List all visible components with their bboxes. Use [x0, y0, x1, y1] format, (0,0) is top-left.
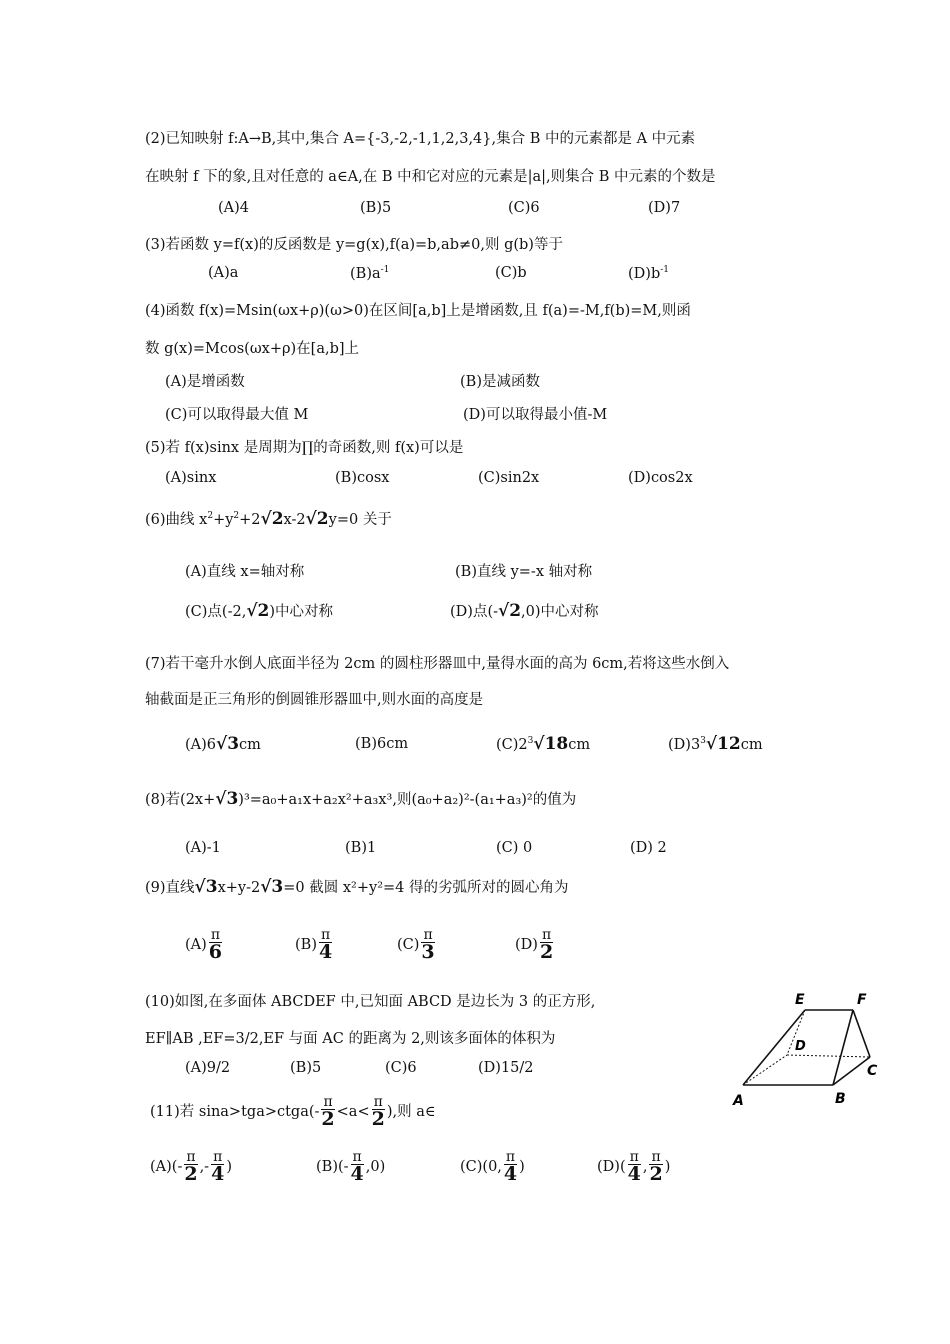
q9-mid: x+y-2: [217, 880, 261, 896]
q11-option-b-den: 4: [350, 1163, 364, 1185]
q10-line2: EF∥AB ,EF=3/2,EF 与面 AC 的距离为 2,则该多面体的体积为: [145, 1031, 556, 1047]
q9-option-c-pi: π: [423, 927, 433, 943]
q9-option-a-pi: π: [210, 927, 221, 943]
q7-option-c-sqrt: √18: [533, 734, 569, 754]
q9-option-d-label: (D): [515, 937, 538, 953]
q11-option-a-end: ): [226, 1159, 232, 1175]
q8-rest: )³=a₀+a₁x+a₂x²+a₃x³,则(a₀+a₂)²-(a₁+a₃)²的值为: [238, 792, 577, 808]
q11-option-d-sep: ,: [642, 1159, 648, 1175]
q8-rad: 3: [226, 789, 239, 809]
q2-line1: (2)已知映射 f:A→B,其中,集合 A={-3,-2,-1,1,2,3,4},集合 B 中的元素都是 A 中元素: [145, 131, 696, 147]
q11-option-a-den-1: 2: [184, 1163, 198, 1185]
q7-option-d-unit: cm: [740, 737, 763, 753]
q7-option-a: [185, 734, 261, 754]
q2-line2: 在映射 f 下的象,且对任意的 a∈A,在 B 中和它对应的元素是|a|,则集合 B 中元素的个数是: [145, 169, 716, 185]
q8-sqrt: √3: [215, 789, 239, 809]
q11-fraction-2-den: 2: [371, 1108, 385, 1130]
fig-label-b: B: [835, 1091, 846, 1107]
q11-option-a-den-2: 4: [211, 1163, 225, 1185]
q9-option-b-pi: π: [321, 927, 331, 943]
edge-fc: [853, 1010, 870, 1057]
q6-option-b: (B)直线 y=-x 轴对称: [455, 564, 593, 580]
q11-option-a-label: (A)(-: [150, 1159, 183, 1175]
q11-option-a-frac-1: [184, 1150, 197, 1184]
q7-option-a-rad: 3: [227, 734, 240, 754]
q11-option-a-pi-1: π: [186, 1149, 196, 1165]
fig-label-a: A: [733, 1093, 744, 1109]
q11-fraction-2: [372, 1095, 385, 1129]
q6-sqrt-2-num: 2: [316, 509, 329, 529]
q7-option-c-unit: cm: [568, 737, 591, 753]
fig-label-c: C: [867, 1063, 878, 1079]
edge-dc-hidden: [787, 1055, 870, 1057]
q11-option-d-frac-2: [649, 1150, 662, 1184]
q7-option-a-sqrt: √3: [216, 734, 240, 754]
q6-sqrt-1-num: 2: [271, 509, 284, 529]
q7-option-d: [668, 734, 763, 754]
q11-option-c: [460, 1150, 525, 1184]
q9-sqrt-1: √3: [194, 877, 218, 897]
polyhedron-figure: [725, 985, 900, 1110]
q6-text: [145, 508, 392, 529]
q7-option-b: (B)6cm: [355, 736, 409, 752]
q3-option-b: [350, 265, 389, 282]
q9-option-d-pi: π: [541, 927, 552, 943]
q5-option-a: (A)sinx: [165, 470, 217, 486]
q11-fraction-1-pi: π: [323, 1094, 333, 1110]
q4-option-a: (A)是增函数: [165, 374, 245, 390]
q9-prefix: (9)直线: [145, 880, 195, 896]
q9-option-b-den: 4: [318, 941, 333, 963]
q7-option-d-sqrt: √12: [705, 734, 741, 754]
q9-option-c-den: 3: [421, 941, 435, 963]
q6-option-d-post: ,0)中心对称: [521, 604, 599, 620]
q7-option-c-pre: (C)2: [496, 737, 528, 753]
q3-option-b-sup: -1: [380, 265, 390, 275]
fig-label-d: D: [795, 1039, 806, 1054]
q11-option-a-pi-2: π: [213, 1149, 223, 1165]
q9-option-c-label: (C): [397, 937, 420, 953]
q7-option-d-rad: 12: [717, 734, 741, 754]
q6-option-a: (A)直线 x=轴对称: [185, 564, 305, 580]
q8-option-d: (D) 2: [630, 840, 667, 856]
q8-option-c: (C) 0: [496, 840, 533, 856]
q11-option-a-sep: ,-: [199, 1159, 210, 1175]
q11-text: [150, 1095, 436, 1129]
q7-option-a-unit: cm: [239, 737, 261, 753]
q4-line1: (4)函数 f(x)=Msin(ωx+ρ)(ω>0)在区间[a,b]上是增函数,且 f(a)=-M,f(b)=M,则函: [145, 303, 691, 319]
q6-mid3: x-2: [283, 512, 306, 528]
fig-label-f: F: [857, 992, 867, 1008]
q11-option-c-frac: [504, 1150, 517, 1184]
q11-option-d: [597, 1150, 670, 1184]
q7-option-a-pre: (A)6: [185, 737, 217, 753]
q2-option-d: (D)7: [648, 200, 681, 216]
q5-option-c: (C)sin2x: [478, 470, 540, 486]
q11-fraction-1-den: 2: [321, 1108, 335, 1130]
q9-option-d: [515, 928, 555, 962]
q6-option-d-sqrt-num: 2: [509, 601, 522, 621]
q4-option-b: (B)是减函数: [460, 374, 540, 390]
q9-suffix: =0 截圆 x²+y²=4 得的劣弧所对的圆心角为: [283, 880, 569, 896]
q11-option-d-label: (D)(: [597, 1159, 626, 1175]
q11-option-d-pi-1: π: [629, 1149, 639, 1165]
q7-line1: (7)若干毫升水倒人底面半径为 2cm 的圆柱形器皿中,量得水面的高为 6cm,若将这些水倒入: [145, 656, 730, 672]
q11-suffix: ),则 a∈: [386, 1104, 436, 1120]
q4-line2: 数 g(x)=Mcos(ωx+ρ)在[a,b]上: [145, 341, 360, 357]
q6-option-c-sqrt: √2: [246, 601, 270, 621]
q11-prefix: (11)若 sina>tga>ctga(-: [150, 1104, 320, 1120]
q8-text: [145, 788, 576, 809]
q11-option-d-den-2: 2: [649, 1163, 663, 1185]
q9-option-a: [185, 928, 224, 962]
q3-text: (3)若函数 y=f(x)的反函数是 y=g(x),f(a)=b,ab≠0,则 g(b)等于: [145, 237, 563, 253]
q8-option-a: (A)-1: [185, 840, 221, 856]
q6-suffix: y=0 关于: [328, 512, 392, 528]
q7-option-c-index: 3: [527, 736, 534, 747]
q11-option-c-den: 4: [503, 1163, 518, 1185]
q9-sqrt-2-rad: 3: [271, 877, 284, 897]
q2-option-b: (B)5: [360, 200, 392, 216]
q8-option-b: (B)1: [345, 840, 377, 856]
fig-label-e: E: [795, 992, 805, 1008]
q6-prefix: (6)曲线 x: [145, 512, 208, 528]
q9-option-a-fraction: [209, 928, 222, 962]
q9-text: [145, 876, 569, 897]
q9-option-b: [295, 928, 334, 962]
q11-option-b-label: (B)(-: [316, 1159, 349, 1175]
q8-prefix: (8)若(2x+: [145, 792, 216, 808]
q11-mid: <a<: [336, 1104, 370, 1120]
q7-option-c-rad: 18: [544, 734, 569, 754]
q3-option-c: (C)b: [495, 265, 527, 281]
q11-option-d-frac-1: [628, 1150, 641, 1184]
q6-exp-2: 2: [233, 511, 240, 522]
q11-option-b-end: ,0): [365, 1159, 386, 1175]
q3-option-d: [628, 265, 669, 282]
edge-fb: [833, 1010, 853, 1085]
q11-option-b: [316, 1150, 385, 1184]
q11-option-d-end: ): [664, 1159, 671, 1175]
q10-option-c: (C)6: [385, 1060, 417, 1076]
q3-option-b-text: (B)a: [350, 265, 381, 282]
q7-line2: 轴截面是正三角形的倒圆锥形器皿中,则水面的高度是: [145, 692, 484, 708]
q6-mid1: +y: [213, 512, 234, 528]
q11-option-a-frac-2: [211, 1150, 224, 1184]
q11-option-b-pi: π: [352, 1149, 362, 1165]
q11-option-d-den-1: 4: [627, 1163, 641, 1185]
q2-option-c: (C)6: [508, 200, 540, 216]
q4-option-c: (C)可以取得最大值 M: [165, 407, 309, 423]
q6-option-c-post: )中心对称: [269, 604, 334, 620]
q6-sqrt-2: √2: [305, 509, 329, 529]
q11-option-c-label: (C)(0,: [460, 1159, 502, 1175]
q11-option-a: [150, 1150, 232, 1184]
q5-option-d: (D)cos2x: [628, 470, 693, 486]
q9-option-c-fraction: [421, 928, 434, 962]
q11-option-b-frac: [351, 1150, 364, 1184]
q11-fraction-1: [321, 1095, 334, 1129]
q3-option-a: (A)a: [208, 265, 239, 281]
q9-sqrt-2: √3: [260, 877, 284, 897]
q5-option-b: (B)cosx: [335, 470, 390, 486]
q6-option-d-sqrt: √2: [498, 601, 522, 621]
q10-option-a: (A)9/2: [185, 1060, 231, 1076]
q7-option-c: [496, 734, 590, 754]
q11-option-c-pi: π: [505, 1149, 516, 1165]
q9-sqrt-1-rad: 3: [205, 877, 218, 897]
q3-option-d-text: (D)b: [628, 265, 661, 282]
q6-option-c: [185, 600, 333, 621]
q6-option-d-pre: (D)点(-: [450, 604, 498, 620]
q6-mid2: +2: [239, 512, 261, 528]
q7-option-d-pre: (D)3: [668, 737, 701, 753]
q11-fraction-2-pi: π: [373, 1094, 383, 1110]
q6-exp-1: 2: [207, 511, 214, 522]
q9-option-d-fraction: [540, 928, 553, 962]
q7-option-d-index: 3: [700, 736, 706, 747]
q9-option-d-den: 2: [539, 941, 554, 963]
q4-option-d: (D)可以取得最小值-M: [463, 407, 608, 423]
q2-option-a: (A)4: [218, 200, 250, 216]
q6-option-d: [450, 600, 599, 621]
q9-option-b-label: (B): [295, 937, 317, 953]
q3-option-d-sup: -1: [660, 265, 670, 275]
q10-line1: (10)如图,在多面体 ABCDEF 中,已知面 ABCD 是边长为 3 的正方形,: [145, 994, 596, 1010]
q9-option-c: [397, 928, 437, 962]
q6-option-c-pre: (C)点(-2,: [185, 604, 247, 620]
q11-option-d-pi-2: π: [651, 1149, 661, 1165]
q9-option-a-label: (A): [185, 937, 207, 953]
q6-option-c-sqrt-num: 2: [257, 601, 270, 621]
q10-option-d: (D)15/2: [478, 1060, 534, 1076]
q5-text: (5)若 f(x)sinx 是周期为∏的奇函数,则 f(x)可以是: [145, 440, 464, 456]
q9-option-b-fraction: [319, 928, 332, 962]
q6-sqrt-1: √2: [260, 509, 284, 529]
q9-option-a-den: 6: [208, 941, 223, 963]
q10-option-b: (B)5: [290, 1060, 322, 1076]
q11-option-c-end: ): [519, 1159, 525, 1175]
